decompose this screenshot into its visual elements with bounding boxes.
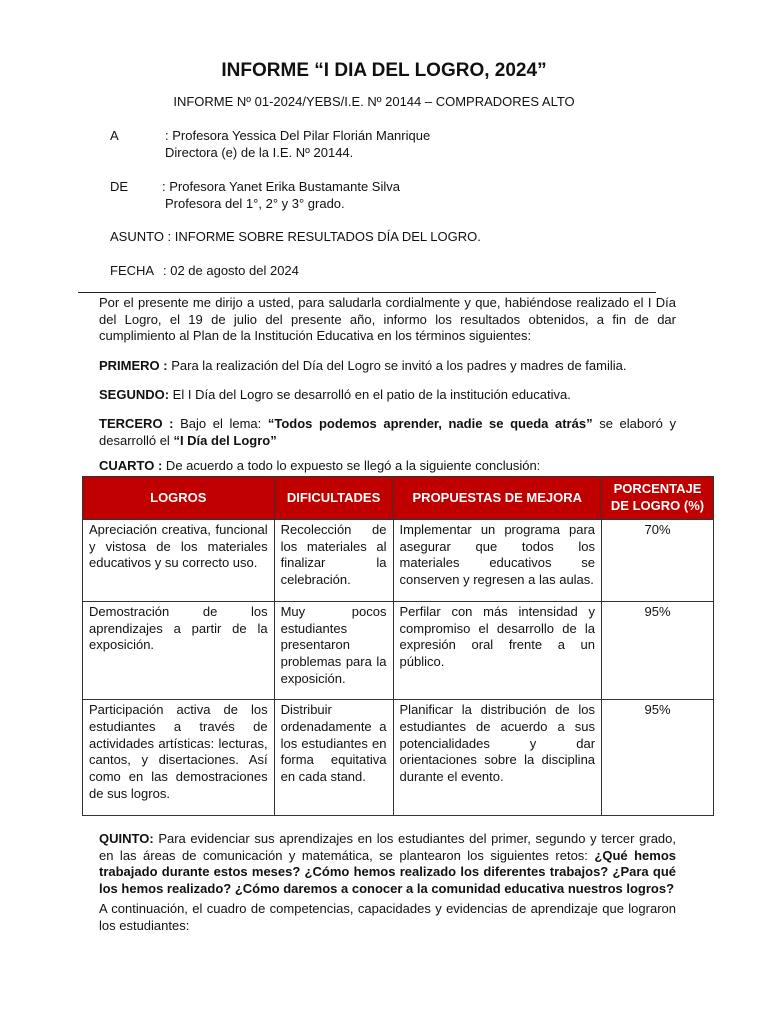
results-table — [82, 476, 714, 816]
tercero-dia: “I Día del Logro” — [173, 432, 277, 448]
date-line — [110, 262, 299, 279]
date-value: : 02 de agosto del 2024 — [163, 263, 299, 278]
header-dificultades: DIFICULTADES — [274, 477, 393, 520]
cell-logro: Apreciación creativa, funcional y vistosa de los materiales educativos y su correcto uso. — [83, 520, 275, 602]
quinto-text: Para evidenciar sus aprendizajes en los estudiantes del primer, segundo y tercer grado, en las áreas de comunicación y matemática, se plantearon los siguientes retos: — [99, 831, 676, 863]
sender-label: DE — [110, 179, 129, 194]
tercero-text-2: se elaboró y desarrolló el — [99, 416, 677, 448]
primero-text: Para la realización del Día del Logro se invitó a los padres y madres de familia. — [167, 358, 627, 373]
cell-propuesta: Perfilar con más intensidad y compromiso el desarrollo de la expresión oral frente a un público. — [393, 601, 602, 700]
table-row — [83, 700, 714, 815]
recipient-label: A — [110, 128, 119, 143]
segundo-text: El I Día del Logro se desarrolló en el patio de la institución educativa. — [169, 387, 571, 402]
cell-dificultad: Distribuir ordenadamente a los estudiantes en forma equitativa en cada stand. — [274, 700, 393, 815]
cell-porcentaje: 95% — [602, 601, 714, 700]
cuarto-text: De acuerdo a todo lo expuesto se llegó a la siguiente conclusión: — [162, 458, 541, 473]
table-row — [83, 520, 714, 602]
tercero-paragraph — [99, 416, 676, 449]
cell-propuesta: Implementar un programa para asegurar que todos los materiales educativos se conserven y regresen a las aulas. — [393, 520, 602, 602]
cell-propuesta: Planificar la distribución de los estudiantes de acuerdo a sus potencialidades y dar orientaciones sobre la disciplina durante el evento. — [393, 700, 602, 815]
cell-porcentaje: 70% — [602, 520, 714, 602]
quinto-paragraph — [99, 831, 676, 897]
subject-line: ASUNTO : INFORME SOBRE RESULTADOS DÍA DEL LOGRO. — [110, 229, 481, 244]
table-header-row — [83, 477, 714, 520]
primero-label: PRIMERO : — [99, 358, 168, 373]
cell-logro: Demostración de los aprendizajes a partir de la exposición. — [83, 601, 275, 700]
cuarto-label: CUARTO : — [99, 458, 163, 473]
document-subtitle: INFORME Nº 01-2024/YEBS/I.E. Nº 20144 – COMPRADORES ALTO — [173, 94, 575, 109]
quinto-label: QUINTO: — [99, 831, 154, 846]
header-porcentaje: PORCENTAJE DE LOGRO (%) — [602, 477, 714, 520]
segundo-paragraph — [99, 387, 676, 404]
header-logros: LOGROS — [83, 477, 275, 520]
intro-paragraph: Por el presente me dirijo a usted, para saludarla cordialmente y que, habiéndose realizado el I Día del Logro, el 19 de julio del presente año, informo los resultados obtenidos, a fin de dar cumplimiento al Plan de la Institución Educativa en los términos siguientes: — [99, 295, 676, 343]
sender-name: : Profesora Yanet Erika Bustamante Silva — [162, 179, 400, 194]
table-row — [83, 601, 714, 700]
cell-porcentaje: 95% — [602, 700, 714, 815]
date-label: FECHA — [110, 263, 155, 278]
tercero-text: Bajo el lema: — [173, 416, 268, 431]
primero-paragraph — [99, 358, 676, 375]
quinto-questions: ¿Qué hemos trabajado durante estos meses? ¿Cómo hemos realizado los diferentes trabajos? ¿Para qué los hemos realizado? ¿Cómo daremos a conocer a la comunidad educativa nuestros logros? — [99, 847, 676, 896]
document-title: INFORME “I DIA DEL LOGRO, 2024” — [221, 60, 547, 81]
tercero-label: TERCERO : — [99, 416, 174, 431]
separator-line — [78, 292, 656, 293]
cell-dificultad: Recolección de los materiales al finalizar la celebración. — [274, 520, 393, 602]
recipient-block — [110, 127, 430, 161]
cell-logro: Participación activa de los estudiantes a través de actividades artísticas: lecturas, cantos, y disertaciones. Así como en las demostraciones de sus logros. — [83, 700, 275, 815]
sender-role: Profesora del 1°, 2° y 3° grado. — [165, 196, 345, 211]
tercero-lema: “Todos podemos aprender, nadie se queda atrás” — [267, 416, 593, 431]
closing-paragraph: A continuación, el cuadro de competencias, capacidades y evidencias de aprendizaje que lograron los estudiantes: — [99, 901, 676, 933]
cell-dificultad: Muy pocos estudiantes presentaron problemas para la exposición. — [274, 601, 393, 700]
sender-block — [110, 178, 400, 212]
cuarto-paragraph — [99, 458, 676, 475]
header-propuestas: PROPUESTAS DE MEJORA — [393, 477, 602, 520]
recipient-role: Directora (e) de la I.E. Nº 20144. — [165, 145, 354, 160]
recipient-name: : Profesora Yessica Del Pilar Florián Manrique — [165, 128, 431, 143]
segundo-label: SEGUNDO: — [99, 387, 170, 402]
